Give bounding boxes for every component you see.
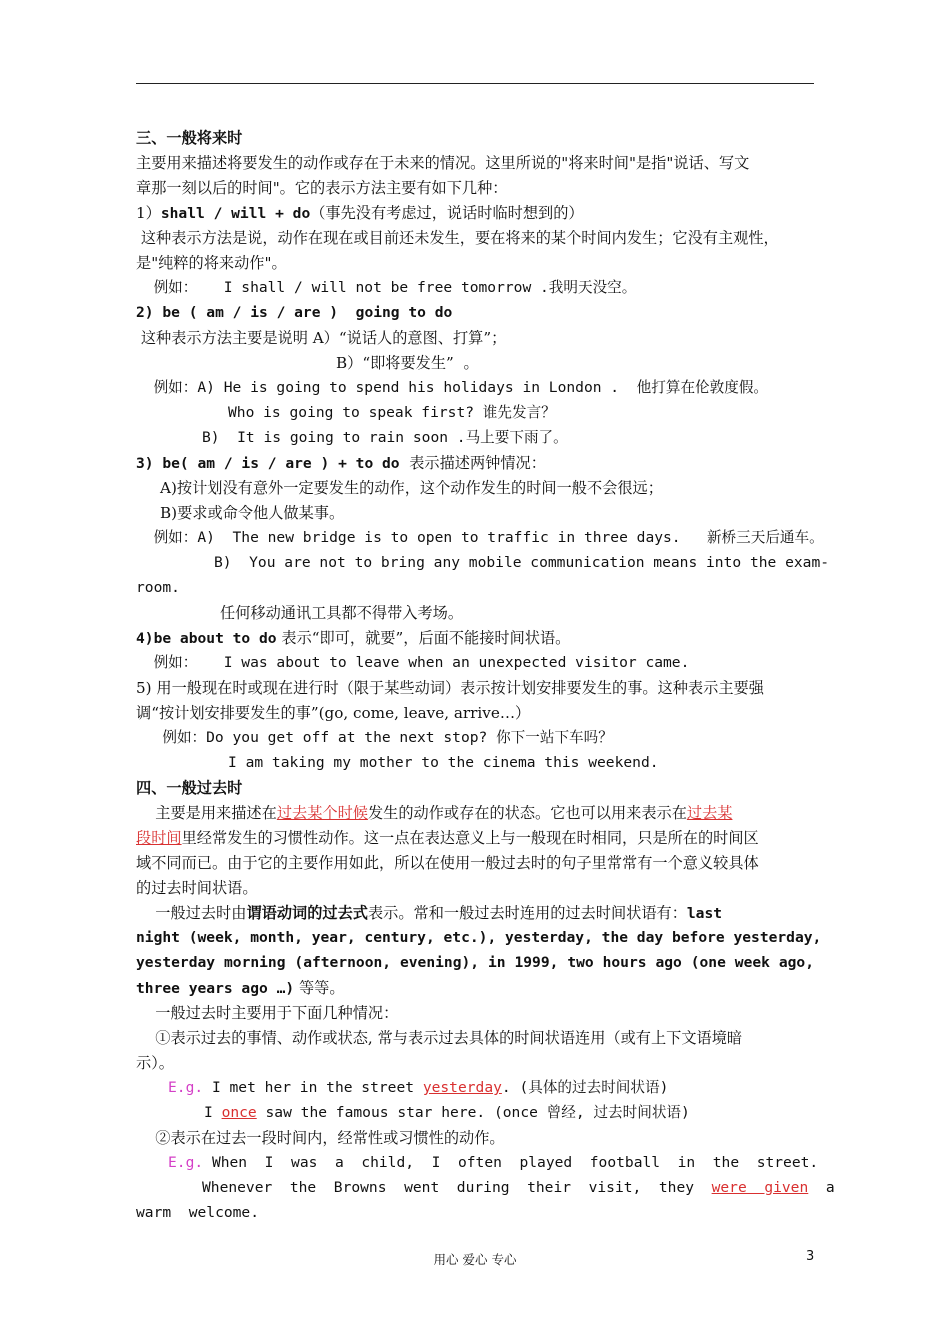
point-1-example: 例如： I shall / will not be free tomorrow .我明天没空。 bbox=[136, 279, 637, 296]
use-2-example1: E.g. When I was a child, I often played football in the street. bbox=[168, 1154, 819, 1171]
section-3-intro-line2: 章那一刻以后的时间"。它的表示方法主要有如下几种： bbox=[136, 179, 508, 197]
section-4-para1-line2: 段时间里经常发生的习惯性动作。这一点在表达意义上与一般现在时相同，只是所在的时间区 bbox=[136, 829, 759, 847]
point-2-example-b: B) It is going to rain soon .马上要下雨了。 bbox=[202, 429, 568, 446]
page-number: 3 bbox=[806, 1249, 815, 1264]
section-3-intro-line1: 主要用来描述将要发生的动作或存在于未来的情况。这里所说的"将来时间"是指"说话、写文 bbox=[136, 154, 750, 172]
point-4-line: 4)be about to do 表示“即可，就要”，后面不能接时间状语。 bbox=[136, 629, 571, 647]
use-1-example2: I once saw the famous star here. (once 曾经, 过去时间状语) bbox=[204, 1104, 690, 1121]
point-3-case-a: A)按计划没有意外一定要发生的动作，这个动作发生的时间一般不会很远； bbox=[160, 479, 663, 497]
section-4-para1-line3: 域不同而已。由于它的主要作用如此，所以在使用一般过去时的句子里常常有一个意义较具体 bbox=[136, 854, 759, 872]
point-1-desc-line2: 是"纯粹的将来动作"。 bbox=[136, 254, 287, 272]
point-3-case-b: B)要求或命令他人做某事。 bbox=[160, 504, 345, 522]
point-3-example-a: 例如：A) The new bridge is to open to traffic in three days. 新桥三天后通车。 bbox=[136, 529, 824, 546]
point-3-example-b2: room. bbox=[136, 579, 180, 596]
section-4-heading: 四、一般过去时 bbox=[136, 779, 243, 797]
eg-label: E.g. bbox=[168, 1154, 204, 1171]
use-1-example1: E.g. I met her in the street yesterday. (具体的过去时间状语) bbox=[168, 1079, 669, 1096]
section-4-para2-line3: yesterday morning (afternoon, evening), in 1999, two hours ago (one week ago, bbox=[136, 954, 814, 971]
section-4-para2-line1: 一般过去时由谓语动词的过去式表示。常和一般过去时连用的过去时间状语有：last bbox=[136, 904, 723, 922]
use-1-line1: ①表示过去的事情、动作或状态, 常与表示过去具体的时间状语连用（或有上下文语境暗 bbox=[136, 1029, 743, 1047]
use-2-example3: warm welcome. bbox=[136, 1204, 260, 1221]
point-4-example: 例如： I was about to leave when an unexpected visitor came. bbox=[136, 654, 690, 671]
section-4-para1-line1: 主要是用来描述在过去某个时候发生的动作或存在的状态。它也可以用来表示在过去某 bbox=[136, 804, 733, 822]
point-2-desc-line1: 这种表示方法主要是说明 A）“说话人的意图、打算”； bbox=[136, 329, 507, 347]
point-5-example2: I am taking my mother to the cinema this weekend. bbox=[228, 754, 659, 771]
header-rule bbox=[136, 83, 814, 84]
section-4-para2-line4: three years ago …) 等等。 bbox=[136, 979, 345, 997]
eg-label: E.g. bbox=[168, 1079, 204, 1096]
section-3-heading: 三、一般将来时 bbox=[136, 129, 243, 147]
point-1-desc-line1: 这种表示方法是说，动作在现在或目前还未发生，要在将来的某个时间内发生；它没有主观性， bbox=[136, 229, 779, 247]
point-2-example-a2: Who is going to speak first? 谁先发言？ bbox=[228, 404, 556, 421]
section-4-uses-intro: 一般过去时主要用于下面几种情况： bbox=[136, 1004, 399, 1022]
point-3-example-b1: B) You are not to bring any mobile communication means into the exam- bbox=[214, 554, 830, 571]
use-2-line: ②表示在过去一段时间内，经常性或习惯性的动作。 bbox=[136, 1129, 505, 1147]
point-5-line2: 调“按计划安排要发生的事”(go, come, leave, arrive…） bbox=[136, 704, 531, 722]
use-2-example2: Whenever the Browns went during their visit, they were given a bbox=[202, 1179, 835, 1196]
point-3-line: 3) be( am / is / are ) + to do 表示描述两钟情况： bbox=[136, 454, 546, 472]
point-2-form: 2) be ( am / is / are ) going to do bbox=[136, 304, 453, 321]
section-4-para1-line4: 的过去时间状语。 bbox=[136, 879, 258, 897]
point-3-example-b3: 任何移动通讯工具都不得带入考场。 bbox=[220, 604, 463, 622]
point-2-desc-line2: B）“即将要发生” 。 bbox=[336, 354, 479, 372]
point-1-line: 1）shall / will + do（事先没有考虑过，说话时临时想到的） bbox=[136, 204, 584, 222]
point-2-example-a: 例如：A) He is going to spend his holidays in London . 他打算在伦敦度假。 bbox=[136, 379, 769, 396]
point-5-line1: 5) 用一般现在时或现在进行时（限于某些动词）表示按计划安排要发生的事。这种表示主要强 bbox=[136, 679, 764, 697]
point-5-example1: 例如：Do you get off at the next stop? 你下一站下车吗？ bbox=[136, 729, 613, 746]
section-4-para2-line2: night (week, month, year, century, etc.), yesterday, the day before yesterday, bbox=[136, 929, 822, 946]
page-footer: 用心 爱心 专心 bbox=[433, 1252, 517, 1267]
use-1-line2: 示）。 bbox=[136, 1054, 174, 1072]
